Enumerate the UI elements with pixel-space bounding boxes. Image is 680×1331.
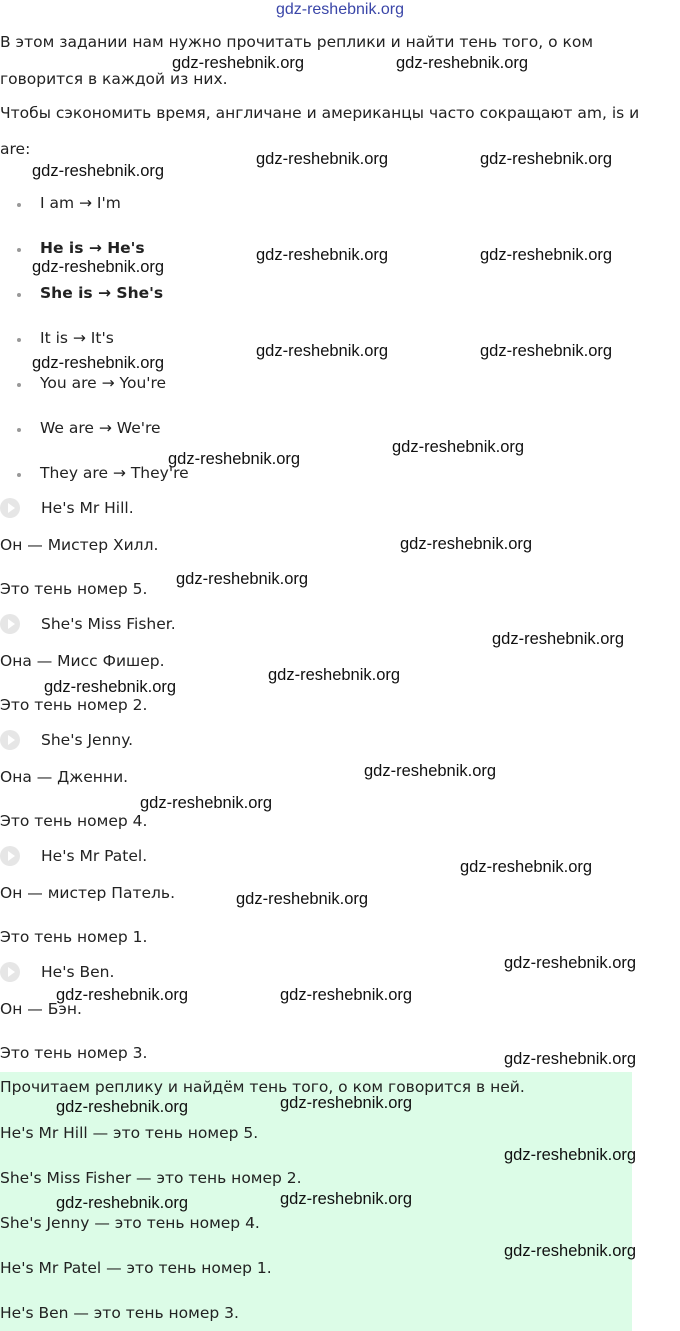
- answer-line: She's Jenny — это тень номер 4.: [0, 1214, 260, 1232]
- watermark: gdz-reshebnik.org: [480, 150, 613, 168]
- watermark: gdz-reshebnik.org: [280, 1094, 413, 1112]
- watermark: gdz-reshebnik.org: [396, 54, 529, 72]
- watermark: gdz-reshebnik.org: [32, 258, 165, 276]
- watermark: gdz-reshebnik.org: [492, 630, 625, 648]
- answer-line: He's Mr Patel — это тень номер 1.: [0, 1259, 272, 1277]
- watermark: gdz-reshebnik.org: [392, 438, 525, 456]
- contraction-item: You are → You're: [40, 374, 167, 392]
- intro-line-1: В этом задании нам нужно прочитать реплики и найти тень того, о ком: [0, 33, 594, 51]
- dialogue-phrase: He's Mr Patel.: [41, 847, 148, 865]
- watermark: gdz-reshebnik.org: [56, 1098, 189, 1116]
- contraction-item: He is → He's: [40, 239, 145, 257]
- bullet-icon: [17, 203, 21, 207]
- intro-line-4: are:: [0, 140, 31, 158]
- watermark: gdz-reshebnik.org: [504, 954, 637, 972]
- answer-line: He's Ben — это тень номер 3.: [0, 1304, 239, 1322]
- watermark: gdz-reshebnik.org: [56, 1194, 189, 1212]
- watermark: gdz-reshebnik.org: [256, 342, 389, 360]
- intro-line-2: говорится в каждой из них.: [0, 70, 228, 88]
- contraction-item: It is → It's: [40, 329, 114, 347]
- watermark: gdz-reshebnik.org: [32, 354, 165, 372]
- watermark: gdz-reshebnik.org: [168, 450, 301, 468]
- dialogue-phrase: She's Miss Fisher.: [41, 615, 176, 633]
- contraction-item: She is → She's: [40, 284, 164, 302]
- play-audio-icon[interactable]: [0, 962, 20, 982]
- watermark: gdz-reshebnik.org: [176, 570, 309, 588]
- bullet-icon: [17, 338, 21, 342]
- intro-line-3: Чтобы сэкономить время, англичане и американцы часто сокращают am, is и: [0, 104, 640, 122]
- watermark: gdz-reshebnik.org: [56, 986, 189, 1004]
- bullet-icon: [17, 383, 21, 387]
- watermark: gdz-reshebnik.org: [504, 1050, 637, 1068]
- watermark: gdz-reshebnik.org: [172, 54, 305, 72]
- watermark: gdz-reshebnik.org: [504, 1146, 637, 1164]
- watermark: gdz-reshebnik.org: [480, 246, 613, 264]
- dialogue-phrase: She's Jenny.: [41, 731, 134, 749]
- play-audio-icon[interactable]: [0, 730, 20, 750]
- site-header-link[interactable]: gdz-reshebnik.org: [275, 1, 405, 18]
- watermark: gdz-reshebnik.org: [256, 150, 389, 168]
- play-audio-icon[interactable]: [0, 846, 20, 866]
- watermark: gdz-reshebnik.org: [256, 246, 389, 264]
- answer-line: She's Miss Fisher — это тень номер 2.: [0, 1169, 302, 1187]
- answer-line: He's Mr Hill — это тень номер 5.: [0, 1124, 259, 1142]
- play-audio-icon[interactable]: [0, 614, 20, 634]
- dialogue-shadow: Это тень номер 1.: [0, 928, 148, 946]
- dialogue-phrase: He's Ben.: [41, 963, 115, 981]
- watermark: gdz-reshebnik.org: [480, 342, 613, 360]
- watermark: gdz-reshebnik.org: [504, 1242, 637, 1260]
- watermark: gdz-reshebnik.org: [236, 890, 369, 908]
- watermark: gdz-reshebnik.org: [268, 666, 401, 684]
- watermark: gdz-reshebnik.org: [32, 162, 165, 180]
- contraction-item: They are → They're: [40, 464, 189, 482]
- contraction-item: I am → I'm: [40, 194, 121, 212]
- bullet-icon: [17, 293, 21, 297]
- answer-intro: Прочитаем реплику и найдём тень того, о ком говорится в ней.: [0, 1078, 525, 1096]
- watermark: gdz-reshebnik.org: [460, 858, 593, 876]
- bullet-icon: [17, 428, 21, 432]
- watermark: gdz-reshebnik.org: [280, 1190, 413, 1208]
- watermark: gdz-reshebnik.org: [280, 986, 413, 1004]
- dialogue-translation: Он — Мистер Хилл.: [0, 536, 159, 554]
- dialogue-shadow: Это тень номер 4.: [0, 812, 148, 830]
- dialogue-shadow: Это тень номер 2.: [0, 696, 148, 714]
- bullet-icon: [17, 473, 21, 477]
- dialogue-shadow: Это тень номер 5.: [0, 580, 148, 598]
- watermark: gdz-reshebnik.org: [364, 762, 497, 780]
- contraction-item: We are → We're: [40, 419, 161, 437]
- dialogue-translation: Он — Бэн.: [0, 1000, 82, 1018]
- play-audio-icon[interactable]: [0, 498, 20, 518]
- dialogue-translation: Она — Мисс Фишер.: [0, 652, 165, 670]
- dialogue-phrase: He's Mr Hill.: [41, 499, 134, 517]
- dialogue-translation: Он — мистер Патель.: [0, 884, 175, 902]
- watermark: gdz-reshebnik.org: [44, 678, 177, 696]
- watermark: gdz-reshebnik.org: [400, 535, 533, 553]
- dialogue-translation: Она — Дженни.: [0, 768, 129, 786]
- watermark: gdz-reshebnik.org: [140, 794, 273, 812]
- bullet-icon: [17, 248, 21, 252]
- dialogue-shadow: Это тень номер 3.: [0, 1044, 148, 1062]
